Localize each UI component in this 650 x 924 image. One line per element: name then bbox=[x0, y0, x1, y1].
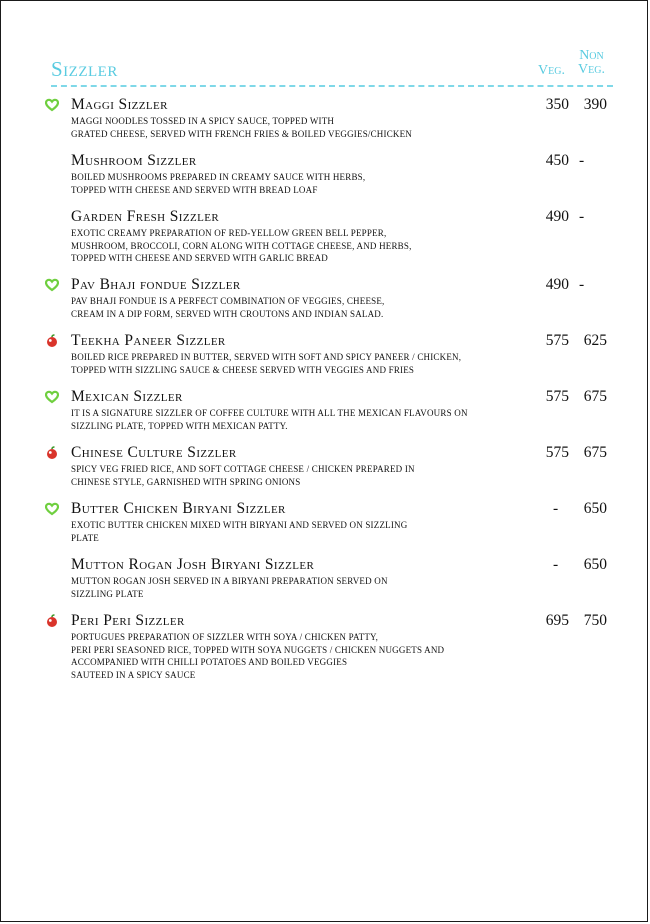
veg-price: 575 bbox=[545, 332, 569, 349]
veg-heart-icon bbox=[45, 278, 59, 292]
veg-price: 695 bbox=[545, 612, 569, 629]
description-line: CHINESE STYLE, GARNISHED WITH SPRING ONIONS bbox=[71, 476, 301, 487]
veg-heart-icon bbox=[45, 502, 59, 516]
veg-price: 575 bbox=[545, 444, 569, 461]
description-line: SIZZLING PLATE bbox=[71, 588, 144, 599]
veg-price: 450 bbox=[545, 152, 569, 169]
nonveg-price: 650 bbox=[583, 556, 607, 573]
item-description bbox=[71, 227, 511, 265]
description-line: TOPPED WITH CHEESE AND SERVED WITH GARLIC BREAD bbox=[71, 253, 328, 263]
veg-price: 575 bbox=[545, 388, 569, 405]
veg-price: 490 bbox=[545, 276, 569, 293]
item-name: Mushroom Sizzler bbox=[71, 152, 197, 169]
item-description bbox=[71, 575, 511, 600]
item-description bbox=[71, 295, 511, 320]
nonveg-header-bottom: Veg. bbox=[578, 62, 605, 77]
description-line: EXOTIC CREAMY PREPARATION OF RED-YELLOW GREEN BELL PEPPER, bbox=[71, 228, 387, 238]
description-line: SPICY VEG FRIED RICE, AND SOFT COTTAGE CHEESE / CHICKEN PREPARED IN bbox=[71, 464, 415, 474]
description-line: EXOTIC BUTTER CHICKEN MIXED WITH BIRYANI AND SERVED ON SIZZLING bbox=[71, 520, 408, 530]
veg-heart-icon bbox=[45, 98, 59, 112]
item-name: Chinese Culture Sizzler bbox=[71, 444, 237, 461]
nonveg-price: - bbox=[579, 152, 585, 169]
description-line: IT IS A SIGNATURE SIZZLER OF COFFEE CULTURE WITH ALL THE MEXICAN FLAVOURS ON bbox=[71, 408, 468, 418]
item-name: Maggi Sizzler bbox=[71, 96, 168, 113]
nonveg-price: 675 bbox=[583, 388, 607, 405]
item-description bbox=[71, 407, 511, 432]
description-line: PORTUGUES PREPARATION OF SIZZLER WITH SOYA / CHICKEN PATTY, bbox=[71, 632, 379, 642]
veg-price: 350 bbox=[545, 96, 569, 113]
description-line: SIZZLING PLATE, TOPPED WITH MEXICAN PATTY. bbox=[71, 420, 288, 431]
nonveg-price: 625 bbox=[583, 332, 607, 349]
nonveg-price: - bbox=[579, 208, 585, 225]
item-description bbox=[71, 351, 511, 376]
veg-column-header: Veg. bbox=[538, 63, 565, 78]
item-name: Pav Bhaji fondue Sizzler bbox=[71, 276, 241, 293]
chilli-icon bbox=[45, 334, 59, 348]
item-description bbox=[71, 631, 511, 681]
chilli-icon bbox=[45, 614, 59, 628]
description-line: ACCOMPANIED WITH CHILLI POTATOES AND BOILED VEGGIES bbox=[71, 657, 348, 667]
item-name: Peri Peri Sizzler bbox=[71, 612, 185, 629]
description-line: MAGGI NOODLES TOSSED IN A SPICY SAUCE, TOPPED WITH bbox=[71, 116, 335, 126]
item-name: Garden Fresh Sizzler bbox=[71, 208, 220, 225]
item-description bbox=[71, 463, 511, 488]
nonveg-price: 390 bbox=[583, 96, 607, 113]
description-line: CREAM IN A DIP FORM, SERVED WITH CROUTONS AND INDIAN SALAD. bbox=[71, 308, 384, 319]
item-description bbox=[71, 171, 511, 196]
description-line: BOILED RICE PREPARED IN BUTTER, SERVED WITH SOFT AND SPICY PANEER / CHICKEN, bbox=[71, 352, 462, 362]
item-name: Butter Chicken Biryani Sizzler bbox=[71, 500, 286, 517]
chilli-icon bbox=[45, 446, 59, 460]
description-line: TOPPED WITH CHEESE AND SERVED WITH BREAD LOAF bbox=[71, 184, 318, 195]
veg-heart-icon bbox=[45, 390, 59, 404]
description-line: GRATED CHEESE, SERVED WITH FRENCH FRIES & BOILED VEGGIES/CHICKEN bbox=[71, 128, 413, 139]
nonveg-header-top: Non bbox=[579, 48, 604, 63]
nonveg-price: 650 bbox=[583, 500, 607, 517]
nonveg-column-header bbox=[578, 49, 605, 77]
description-line: MUTTON ROGAN JOSH SERVED IN A BIRYANI PREPARATION SERVED ON bbox=[71, 576, 388, 586]
description-line: PLATE bbox=[71, 532, 99, 543]
item-description bbox=[71, 519, 511, 544]
description-line: BOILED MUSHROOMS PREPARED IN CREAMY SAUCE WITH HERBS, bbox=[71, 172, 366, 182]
description-line: MUSHROOM, BROCCOLI, CORN ALONG WITH COTTAGE CHEESE, AND HERBS, bbox=[71, 240, 412, 251]
description-line: TOPPED WITH SIZZLING SAUCE & CHEESE SERVED WITH VEGGIES AND FRIES bbox=[71, 364, 415, 375]
item-name: Mexican Sizzler bbox=[71, 388, 183, 405]
description-line: PERI PERI SEASONED RICE, TOPPED WITH SOYA NUGGETS / CHICKEN NUGGETS AND bbox=[71, 644, 445, 655]
nonveg-price: 750 bbox=[583, 612, 607, 629]
dashed-divider bbox=[51, 85, 613, 87]
description-line: SAUTEED IN A SPICY SAUCE bbox=[71, 669, 196, 680]
menu-header bbox=[51, 49, 613, 85]
description-line: PAV BHAJI FONDUE IS A PERFECT COMBINATION OF VEGGIES, CHEESE, bbox=[71, 296, 385, 306]
veg-price: - bbox=[553, 500, 559, 517]
veg-price: 490 bbox=[545, 208, 569, 225]
item-name: Teekha Paneer Sizzler bbox=[71, 332, 226, 349]
veg-price: - bbox=[553, 556, 559, 573]
item-description bbox=[71, 115, 511, 140]
item-name: Mutton Rogan Josh Biryani Sizzler bbox=[71, 556, 315, 573]
section-title: Sizzler bbox=[51, 57, 118, 81]
nonveg-price: - bbox=[579, 276, 585, 293]
nonveg-price: 675 bbox=[583, 444, 607, 461]
